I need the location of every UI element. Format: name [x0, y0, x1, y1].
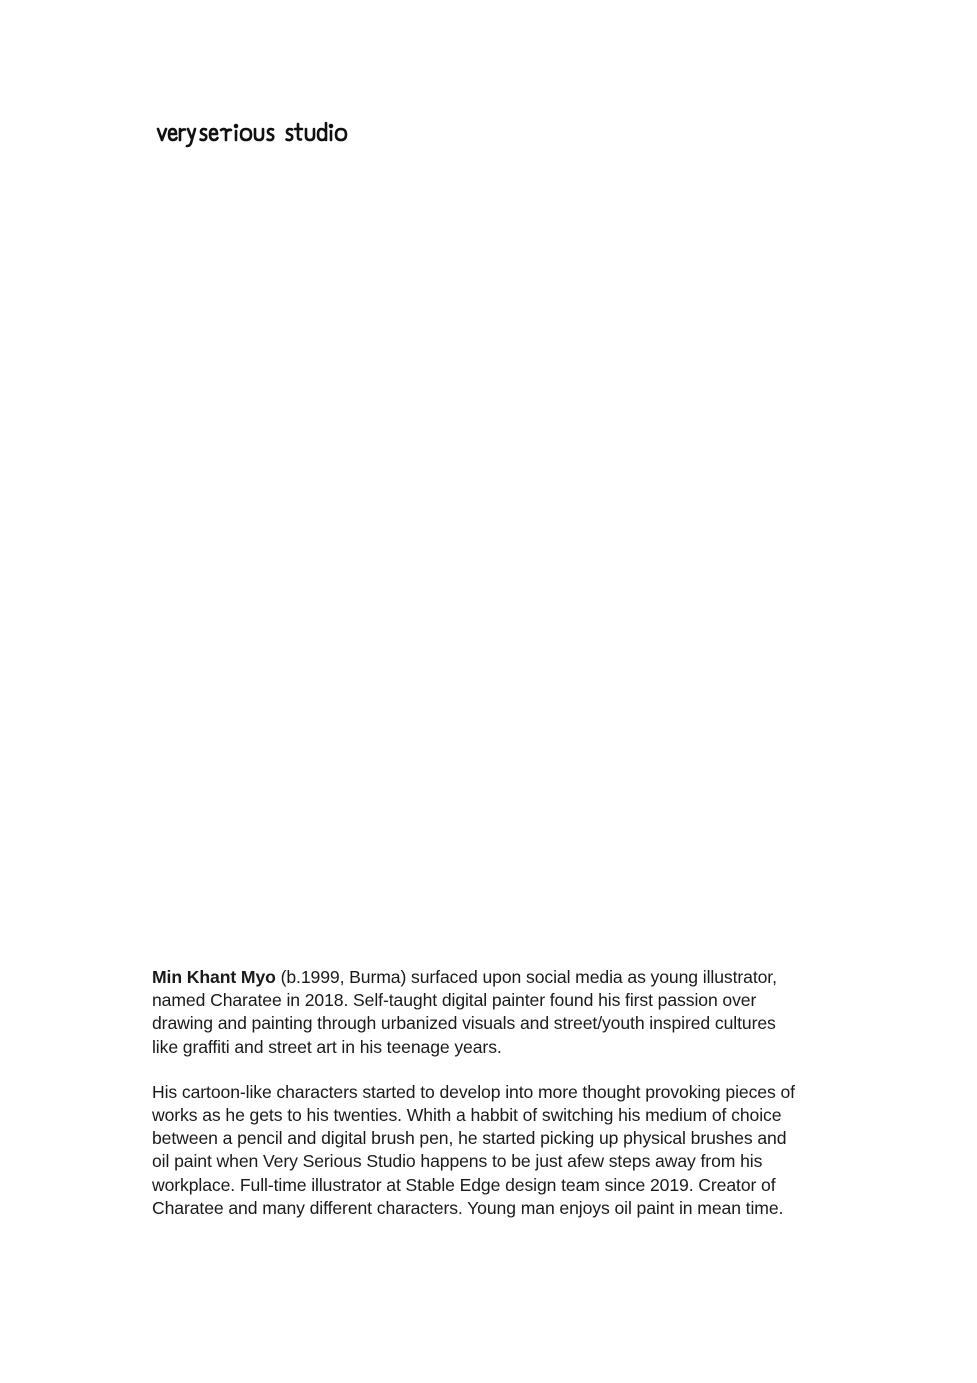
studio-logo: [156, 118, 348, 154]
bio-paragraph-1-text: (b.1999, Burma) surfaced upon social media as young illustrator, named Charatee in 2018. Self-taught digital painter found his first passion over drawing and painting through urbanized visuals and street/youth inspired cultures like graffiti and street art in his teenage years.: [152, 967, 777, 1057]
artist-bio: [152, 966, 802, 1242]
studio-logo-lettering: [156, 118, 348, 154]
bio-paragraph-2: His cartoon-like characters started to develop into more thought provoking pieces of works as he gets to his twenties. Whith a habbit of switching his medium of choice between a pencil and digital brush pen, he started picking up physical brushes and oil paint when Very Serious Studio happens to be just afew steps away from his workplace. Full-time illustrator at Stable Edge design team since 2019. Creator of Charatee and many different characters. Young man enjoys oil paint in mean time.: [152, 1081, 795, 1218]
bio-paragraph-1: [152, 966, 802, 1059]
artist-name: Min Khant Myo: [152, 967, 276, 987]
